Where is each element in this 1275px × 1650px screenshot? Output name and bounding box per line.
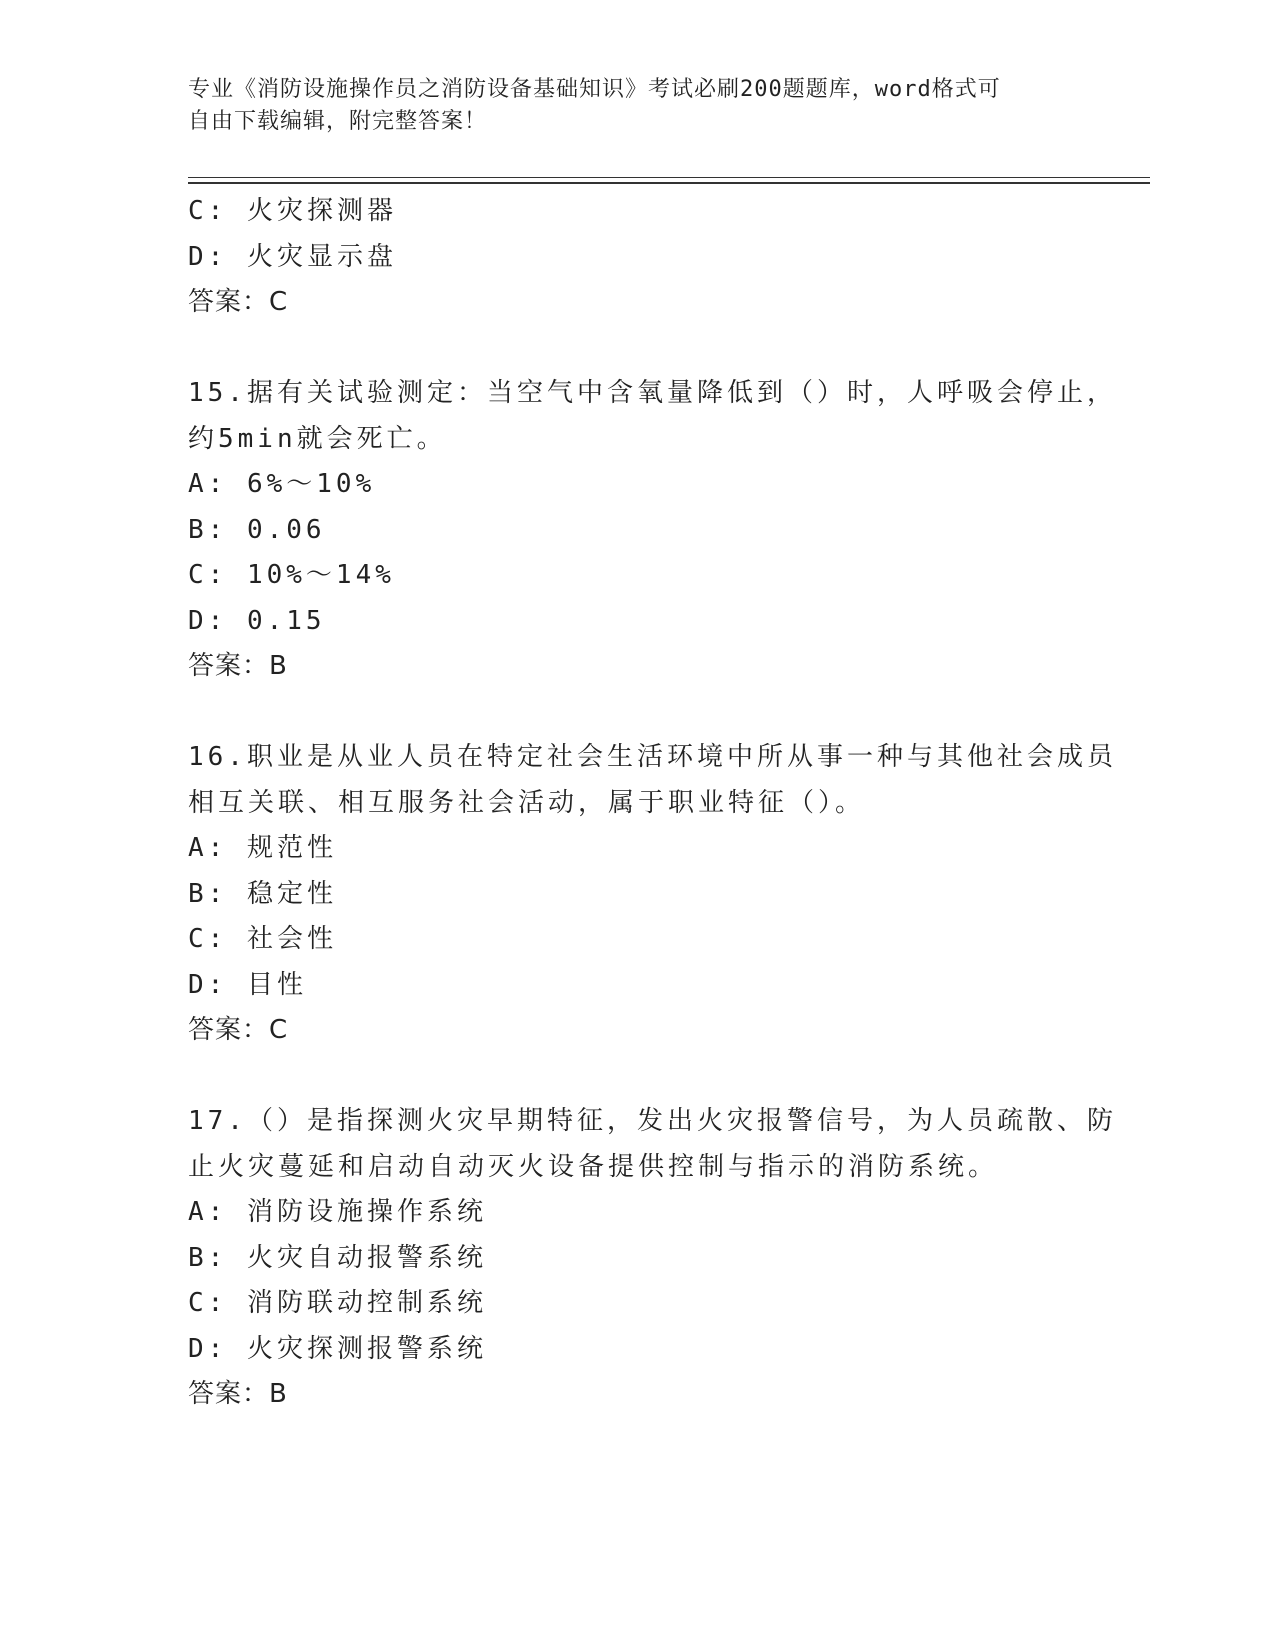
header-line-2: 自由下载编辑，附完整答案！ (188, 109, 488, 134)
answer: 答案：B (188, 1379, 288, 1409)
spacer (188, 690, 1088, 736)
option-c: C: 火灾探测器 (188, 196, 397, 226)
page-header (188, 74, 1088, 138)
option-a: A: 6%～10% (188, 469, 376, 499)
option-b: B: 0.06 (188, 514, 326, 545)
header-divider-thick (188, 182, 1150, 184)
question-15 (188, 371, 1117, 690)
option-d: D: 火灾探测报警系统 (188, 1333, 487, 1364)
option-a: A: 消防设施操作系统 (188, 1197, 487, 1227)
option-b: B: 稳定性 (188, 878, 337, 909)
option-d: D: 火灾显示盘 (188, 241, 397, 272)
option-d: D: 0.15 (188, 605, 326, 636)
question-17 (188, 1099, 1117, 1418)
question-stem: 约5min就会死亡。 (188, 423, 447, 454)
question-stem: 16.职业是从业人员在特定社会生活环境中所从事一种与其他社会成员 (188, 742, 1117, 772)
question-stem: 止火灾蔓延和启动自动灭火设备提供控制与指示的消防系统。 (188, 1151, 999, 1182)
answer: 答案：B (188, 651, 288, 681)
question-stem: 相互关联、相互服务社会活动，属于职业特征（）。 (188, 787, 866, 818)
answer: 答案：C (188, 287, 289, 317)
option-c: C: 10%～14% (188, 560, 395, 590)
option-c: C: 社会性 (188, 924, 337, 954)
header-line-1: 专业《消防设施操作员之消防设备基础知识》考试必刷200题题库，word格式可 (188, 77, 1001, 102)
option-c: C: 消防联动控制系统 (188, 1288, 487, 1318)
continued-question (188, 189, 1088, 326)
question-stem: 17.（）是指探测火灾早期特征，发出火灾报警信号，为人员疏散、防 (188, 1106, 1117, 1136)
option-a: A: 规范性 (188, 833, 337, 863)
answer: 答案：C (188, 1015, 289, 1045)
spacer (188, 1054, 1088, 1100)
question-16 (188, 735, 1117, 1054)
option-b: B: 火灾自动报警系统 (188, 1242, 487, 1273)
spacer (188, 326, 1088, 372)
question-stem: 15.据有关试验测定：当空气中含氧量降低到（）时，人呼吸会停止， (188, 378, 1117, 408)
option-d: D: 目性 (188, 969, 307, 1000)
header-divider-thin (188, 177, 1150, 178)
question-content (188, 189, 1117, 1418)
